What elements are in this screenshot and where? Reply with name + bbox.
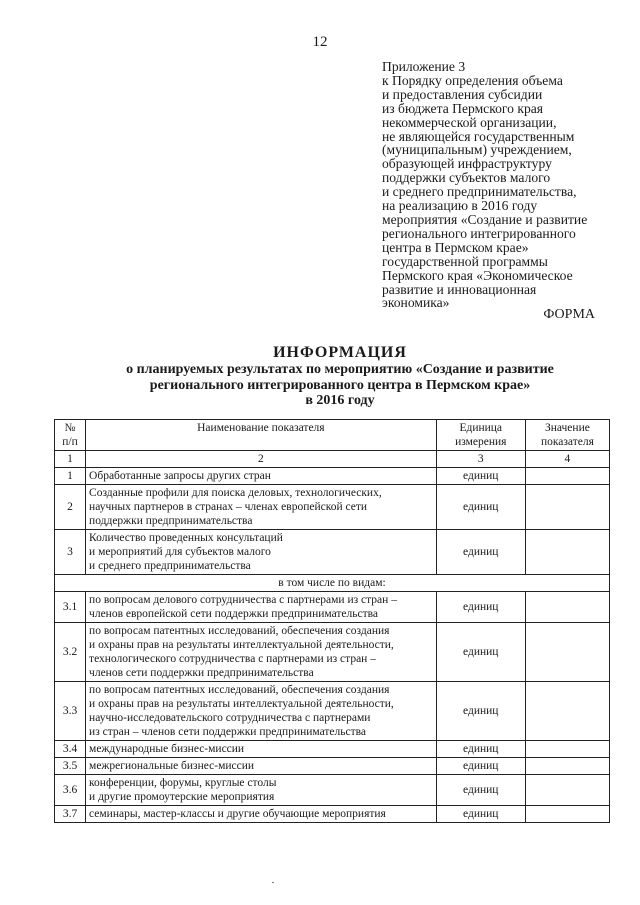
text-line: Количество проведенных консультаций [89,532,283,544]
text-line: в 2016 году [305,393,375,408]
scan-mark [272,882,274,883]
unit-cell: единиц [436,682,525,741]
table-header-row [55,420,610,451]
page-number: 12 [312,34,328,50]
text-line: к Порядку определения объема [382,72,563,88]
value-cell [525,468,609,485]
unit-cell: единиц [436,758,525,775]
text-line: на реализацию в 2016 году [382,198,538,214]
column-number: 2 [86,451,437,468]
table-row [55,741,610,758]
value-cell [525,758,609,775]
unit-cell: единиц [436,485,525,530]
text-line: и предоставления субсидии [382,86,543,102]
unit-cell: единиц [436,592,525,623]
indicator-name [86,775,437,806]
unit-cell: единиц [436,775,525,806]
column-number: 1 [55,451,86,468]
form-label: ФОРМА [543,307,595,322]
subheader-row [55,575,610,592]
indicator-name [86,468,437,485]
value-cell [525,623,609,682]
text-line: технологического сотрудничества с партнерами из стран – [89,653,376,665]
unit-cell: единиц [436,623,525,682]
column-number: 3 [436,451,525,468]
text-line: о планируемых результатах по мероприятию «Создание и развитие [126,362,554,377]
table-row [55,775,610,806]
unit-cell: единиц [436,741,525,758]
value-cell [525,775,609,806]
row-number: 3 [55,530,86,575]
table-row [55,468,610,485]
subheader-text: в том числе по видам: [55,575,610,592]
value-cell [525,806,609,823]
text-line: по вопросам патентных исследований, обеспечения создания [89,625,390,637]
header-value: Значение показателя [525,420,609,451]
text-line: и среднего предпринимательства, [382,184,577,200]
column-number: 4 [525,451,609,468]
text-line: развитие и инновационная [382,281,537,297]
value-cell [525,485,609,530]
column-number-row [55,451,610,468]
text-line: по вопросам делового сотрудничества с партнерами из стран – [89,594,397,606]
table-row [55,758,610,775]
value-cell [525,682,609,741]
text-line: регионального интегрированного центра в Пермском крае» [149,377,531,393]
text-line: экономика» [382,295,450,311]
row-number: 3.4 [55,741,86,758]
text-line: не являющейся государственным [382,128,575,144]
text-line: (муниципальным) учреждением, [382,142,572,158]
text-line: межрегиональные бизнес-миссии [89,760,255,772]
row-number: 1 [55,468,86,485]
text-line: семинары, мастер-классы и другие обучающие мероприятия [89,808,386,820]
text-line: и другие промоутерские мероприятия [89,791,275,803]
indicator-name [86,741,437,758]
text-line: из бюджета Пермского края [382,100,544,116]
text-line: и среднего предпринимательства [89,560,251,572]
text-line: по вопросам патентных исследований, обеспечения создания [89,684,390,696]
indicators-table [54,419,610,823]
value-cell [525,592,609,623]
row-number: 3.6 [55,775,86,806]
row-number: 2 [55,485,86,530]
text-line: некоммерческой организации, [382,114,557,130]
text-line: поддержки предпринимательства [89,515,253,527]
text-line: и охраны прав на результаты интеллектуальной деятельности, [89,639,394,651]
text-line: Приложение 3 [382,59,466,74]
header-unit: Единица измерения [436,420,525,451]
text-line: Созданные профили для поиска деловых, технологических, [89,487,382,499]
text-line: конференции, форумы, круглые столы [89,777,277,789]
table-row [55,623,610,682]
table-row [55,530,610,575]
unit-cell: единиц [436,530,525,575]
row-number: 3.1 [55,592,86,623]
value-cell [525,741,609,758]
text-line: научно-исследовательского сотрудничества с партнерами [89,712,371,724]
text-line: центра в Пермском крае» [382,239,529,255]
text-line: и охраны прав на результаты интеллектуальной деятельности, [89,698,394,710]
text-line: членов сети поддержки предпринимательства [89,667,314,679]
indicator-name [86,623,437,682]
indicator-name [86,485,437,530]
table-row [55,485,610,530]
table-row [55,806,610,823]
row-number: 3.3 [55,682,86,741]
indicator-name [86,530,437,575]
row-number: 3.2 [55,623,86,682]
indicator-name [86,682,437,741]
table-row [55,682,610,741]
indicator-name [86,758,437,775]
header-num: № п/п [55,420,86,451]
table-row [55,592,610,623]
text-line: научных партнеров в странах – членах европейской сети [89,501,368,513]
value-cell [525,530,609,575]
text-line: Пермского края «Экономическое [382,267,573,283]
document-subtitle [40,362,640,409]
document-title: ИНФОРМАЦИЯ [273,344,407,361]
text-line: регионального интегрированного [382,225,576,241]
unit-cell: единиц [436,806,525,823]
text-line: Обработанные запросы других стран [89,470,271,482]
header-name: Наименование показателя [86,420,437,451]
unit-cell: единиц [436,468,525,485]
text-line: международные бизнес-миссии [89,743,245,755]
row-number: 3.7 [55,806,86,823]
appendix-note [382,60,632,310]
text-line: поддержки субъектов малого [382,170,551,186]
text-line: из стран – членов сети поддержки предпринимательства [89,726,367,738]
indicator-name [86,806,437,823]
document-title-block [40,344,640,409]
text-line: членов европейской сети поддержки предпринимательства [89,608,379,620]
text-line: образующей инфраструктуру [382,156,552,172]
text-line: и мероприятий для субъектов малого [89,546,271,558]
text-line: государственной программы [382,253,548,269]
row-number: 3.5 [55,758,86,775]
text-line: мероприятия «Создание и развитие [382,211,588,227]
indicator-name [86,592,437,623]
